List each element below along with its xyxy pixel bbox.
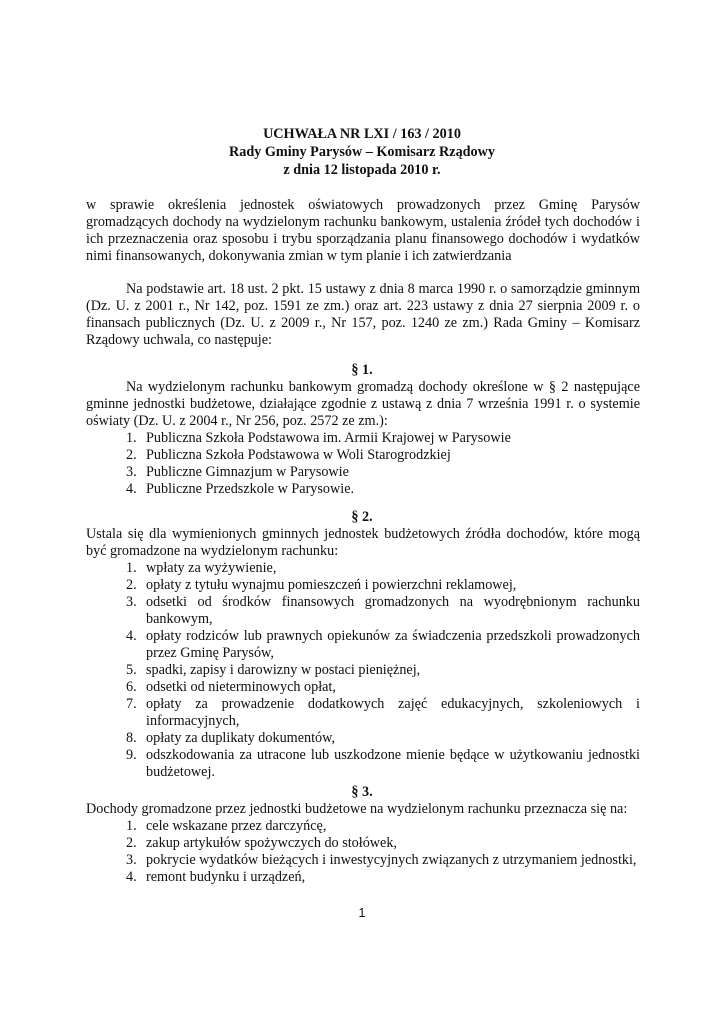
list-item-number: 9. [126, 747, 137, 763]
list-item [126, 594, 640, 628]
list-item-number: 6. [126, 679, 137, 695]
page-number: 1 [358, 906, 366, 920]
list-item-text: odsetki od środków finansowych gromadzonych na wyodrębnionym rachunku bankowym, [146, 594, 640, 627]
section-3-intro: Dochody gromadzone przez jednostki budżetowe na wydzielonym rachunku przeznacza się na: [86, 801, 628, 817]
section-1-list [126, 430, 640, 498]
list-item-number: 5. [126, 662, 137, 678]
list-item [126, 679, 640, 696]
list-item [126, 464, 640, 481]
section-1-intro: Na wydzielonym rachunku bankowym gromadzą dochody określone w § 2 następujące gminne jednostki budżetowe, działające zgodnie z ustawą z dnia 7 września 1991 r. o systemie oświaty (Dz. U. z 2004 r., Nr 256, poz. 2572 ze zm.): [86, 379, 640, 429]
list-item-number: 1. [126, 560, 137, 576]
section-1-heading: § 1. [351, 362, 373, 378]
list-item-text: opłaty za duplikaty dokumentów, [146, 730, 335, 746]
list-item [126, 818, 640, 835]
list-item [126, 835, 640, 852]
list-item-text: opłaty za prowadzenie dodatkowych zajęć edukacyjnych, szkoleniowych i informacyjnych, [146, 696, 640, 729]
section-2-heading: § 2. [351, 509, 373, 525]
list-item-text: odsetki od nieterminowych opłat, [146, 679, 336, 695]
list-item-number: 1. [126, 818, 137, 834]
council-name: Rady Gminy Parysów – Komisarz Rządowy [228, 144, 495, 160]
list-item [126, 628, 640, 662]
list-item [126, 696, 640, 730]
list-item-text: spadki, zapisy i darowizny w postaci pieniężnej, [146, 662, 421, 678]
list-item-number: 2. [126, 447, 137, 463]
list-item [126, 852, 640, 869]
list-item-text: zakup artykułów spożywczych do stołówek, [146, 835, 397, 851]
list-item-number: 7. [126, 696, 137, 712]
list-item-text: Publiczna Szkoła Podstawowa w Woli Starogrodzkiej [146, 447, 451, 463]
resolution-date: z dnia 12 listopada 2010 r. [283, 162, 441, 178]
section-3-heading: § 3. [351, 784, 373, 800]
section-3-list [126, 818, 640, 886]
list-item-text: opłaty rodziców lub prawnych opiekunów za świadczenia przedszkoli prowadzonych przez Gminę Parysów, [146, 628, 640, 661]
list-item-number: 4. [126, 869, 137, 885]
list-item-text: cele wskazane przez darczyńcę, [146, 818, 327, 834]
legal-basis-preamble: Na podstawie art. 18 ust. 2 pkt. 15 ustawy z dnia 8 marca 1990 r. o samorządzie gminnym (Dz. U. z 2001 r., Nr 142, poz. 1591 ze zm.) oraz art. 223 ustawy z dnia 27 sierpnia 2009 r. o finansach publicznych (Dz. U. z 2009 r., Nr 157, poz. 1240 ze zm.) Rada Gminy – Komisarz Rządowy uchwala, co następuje: [86, 281, 640, 348]
list-item-text: odszkodowania za utracone lub uszkodzone mienie będące w użytkowaniu jednostki budżetowej. [146, 747, 640, 780]
list-item-text: pokrycie wydatków bieżących i inwestycyjnych związanych z utrzymaniem jednostki, [146, 852, 637, 868]
list-item-number: 1. [126, 430, 137, 446]
list-item-text: Publiczna Szkoła Podstawowa im. Armii Krajowej w Parysowie [146, 430, 511, 446]
list-item [126, 869, 640, 886]
list-item-number: 4. [126, 481, 137, 497]
list-item-number: 3. [126, 852, 137, 868]
list-item [126, 560, 640, 577]
list-item-number: 2. [126, 835, 137, 851]
list-item-number: 3. [126, 464, 137, 480]
list-item [126, 577, 640, 594]
resolution-subject: w sprawie określenia jednostek oświatowych prowadzonych przez Gminę Parysów gromadzących dochody na wydzielonym rachunku bankowym, ustalenia źródeł tych dochodów i ich przeznaczenia oraz sposobu i trybu sporządzania planu finansowego dochodów i wydatków nimi finansowanych, dokonywania zmian w tym planie i ich zatwierdzania [86, 197, 640, 264]
list-item-number: 4. [126, 628, 137, 644]
list-item [126, 662, 640, 679]
list-item-text: Publiczne Gimnazjum w Parysowie [146, 464, 349, 480]
list-item-number: 3. [126, 594, 137, 610]
list-item-number: 8. [126, 730, 137, 746]
list-item [126, 730, 640, 747]
list-item [126, 430, 640, 447]
section-2-list [126, 560, 640, 781]
list-item-text: opłaty z tytułu wynajmu pomieszczeń i powierzchni reklamowej, [146, 577, 517, 593]
list-item [126, 447, 640, 464]
resolution-number: UCHWAŁA NR LXI / 163 / 2010 [263, 126, 461, 142]
section-2-intro: Ustala się dla wymienionych gminnych jednostek budżetowych źródła dochodów, które mogą być gromadzone na wydzielonym rachunku: [86, 526, 640, 559]
list-item [126, 747, 640, 781]
list-item-number: 2. [126, 577, 137, 593]
list-item-text: wpłaty za wyżywienie, [146, 560, 277, 576]
list-item [126, 481, 640, 498]
list-item-text: remont budynku i urządzeń, [146, 869, 306, 885]
list-item-text: Publiczne Przedszkole w Parysowie. [146, 481, 355, 497]
